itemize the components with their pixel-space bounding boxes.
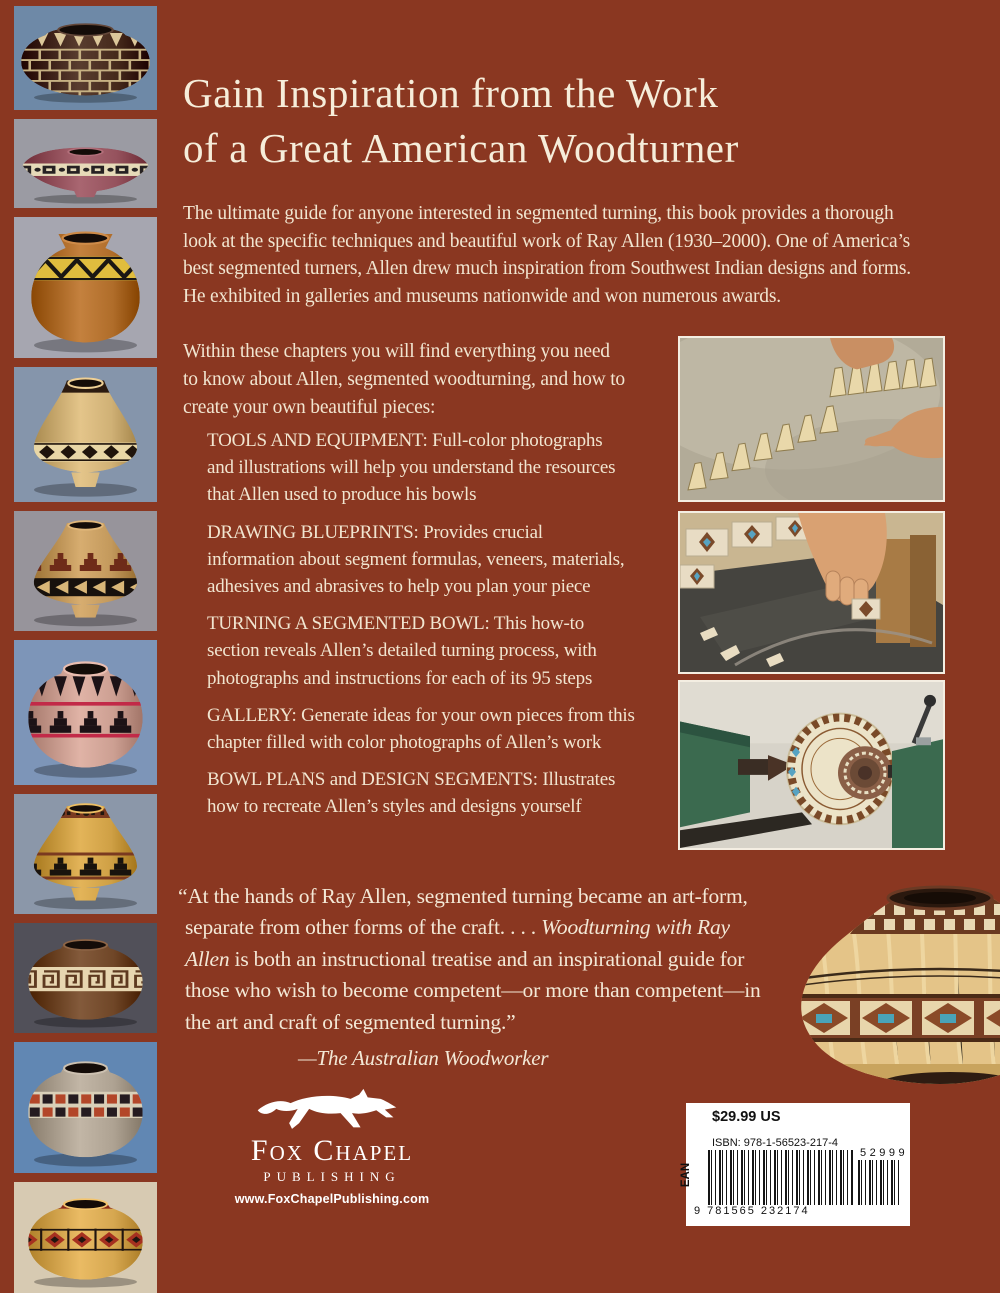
vase-photo	[14, 1042, 157, 1173]
vase-photo-column	[14, 6, 157, 1293]
vase-photo	[14, 367, 157, 502]
isbn-label: ISBN: 978-1-56523-217-4	[712, 1137, 838, 1149]
vase-photo	[14, 217, 157, 358]
section-tools-and-equipment: TOOLS AND EQUIPMENT: Full-color photographs and illustrations will help you understand the resources that Allen used to produce his bowls	[207, 430, 616, 506]
vase-photo	[14, 1182, 157, 1293]
ean-label: EAN	[680, 1162, 693, 1188]
vase-photo	[14, 6, 157, 110]
arranging-segments-illustration	[680, 338, 943, 500]
segmented-disc	[787, 714, 893, 825]
fox-logo-icon	[237, 1086, 427, 1136]
publisher-subtitle: PUBLISHING	[263, 1169, 401, 1184]
quote-attribution: —The Australian Woodworker	[298, 1046, 549, 1071]
price-label: $29.99 US	[712, 1109, 781, 1125]
barcode-bars	[708, 1150, 854, 1205]
intro-paragraph: The ultimate guide for anyone interested in segmented turning, this book provides a thorough look at the specific techniques and beautiful work of Ray Allen (1930–2000). One of America’s best segmented turners, Allen drew much inspiration from Southwest Indian designs and forms. He exhibited in galleries and museums nationwide and won numerous awards.	[183, 203, 911, 307]
vase-photo	[14, 794, 157, 914]
section-drawing-blueprints: DRAWING BLUEPRINTS: Provides crucial information about segment formulas, veneers, materials, adhesives and abrasives to help you plan your piece	[207, 521, 625, 598]
vase-photo	[14, 640, 157, 785]
table-saw-illustration	[680, 513, 943, 672]
photo-segmented-disc-on-lathe	[678, 680, 945, 850]
lathe-tailstock	[892, 739, 943, 848]
photo-hands-arranging-wedge-segments	[678, 336, 945, 502]
vase-photo	[14, 119, 157, 208]
page-title: Gain Inspiration from the Work of a Great American Woodturner	[183, 70, 739, 171]
section-turning-a-segmented-bowl: TURNING A SEGMENTED BOWL: This how-to section reveals Allen’s detailed turning process, with photographs and instructions for each of its 95 steps	[207, 613, 597, 689]
barcode-block	[680, 1103, 910, 1226]
publisher-name: Fox Chapel	[250, 1134, 414, 1167]
section-bowl-plans: BOWL PLANS and DESIGN SEGMENTS: Illustrates how to recreate Allen’s styles and designs yourself	[207, 769, 616, 818]
vase-photo	[14, 511, 157, 631]
section-gallery: GALLERY: Generate ideas for your own pieces from this chapter filled with color photographs of Allen’s work	[207, 704, 635, 754]
review-quote: “At the hands of Ray Allen, segmented turning became an art-form, separate from other forms of the craft. . . . Woodturning with Ray Allen is both an instructional treatise and an inspirational guide for those who wish to become competent—or more than competent—in the art and craft of segmented turning.” —The Australian Woodworker	[178, 881, 761, 1074]
segmented-bowl-illustration	[790, 872, 1000, 1086]
vase-photo	[14, 923, 157, 1033]
barcode-supplement-bars	[858, 1160, 902, 1205]
publisher-website: www.FoxChapelPublishing.com	[234, 1192, 430, 1206]
photo-sawing-inlaid-segment-blocks	[678, 511, 945, 674]
chapters-lead: Within these chapters you will find everything you need to know about Allen, segmented woodturning, and how to create your own beautiful pieces:	[183, 341, 625, 418]
chapter-sections	[207, 427, 687, 831]
barcode-number: 9 781565 232174	[694, 1205, 810, 1217]
publisher-logo-block	[222, 1086, 442, 1206]
photo-segmented-bowl-cutout	[790, 872, 1000, 1086]
lathe-illustration	[680, 682, 943, 848]
barcode-supplement-number: 52999	[860, 1147, 909, 1159]
